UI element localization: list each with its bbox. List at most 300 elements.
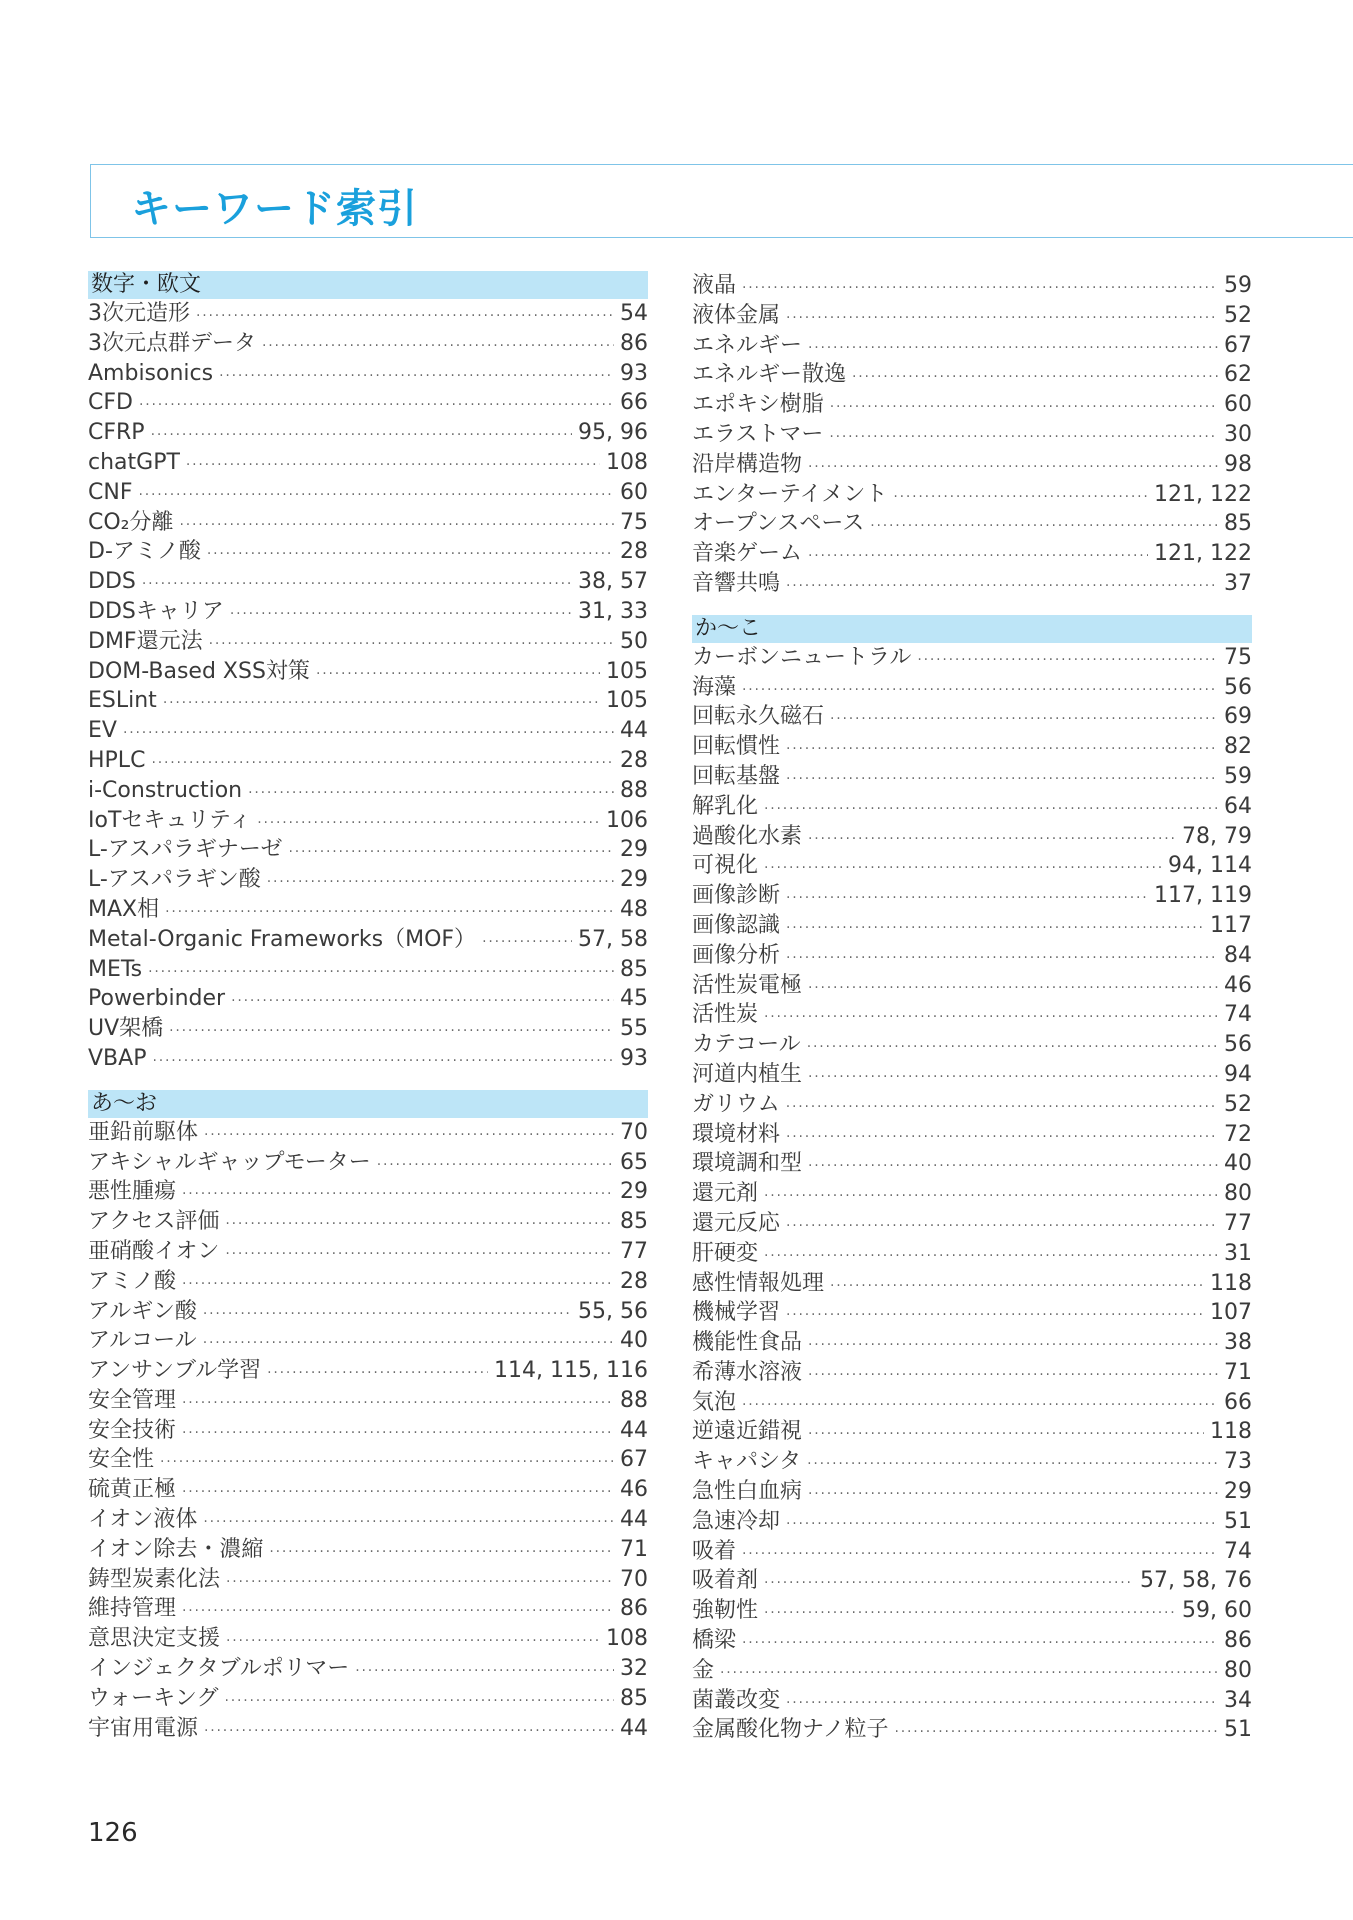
index-term: アミノ酸	[88, 1268, 177, 1294]
dot-leader	[226, 1568, 614, 1598]
index-term: ガリウム	[692, 1091, 780, 1117]
dot-leader	[248, 779, 614, 809]
index-entry	[692, 1447, 1252, 1477]
index-pages: 74	[1224, 1538, 1252, 1564]
dot-leader	[830, 393, 1218, 423]
index-entry	[692, 1239, 1252, 1269]
index-term: chatGPT	[88, 449, 180, 475]
index-entry	[692, 1537, 1252, 1567]
index-entry	[88, 627, 648, 657]
index-pages: 52	[1224, 1091, 1252, 1117]
dot-leader	[377, 1151, 614, 1181]
index-entry	[88, 1044, 648, 1074]
dot-leader	[808, 974, 1218, 1004]
index-term: アルギン酸	[88, 1298, 197, 1324]
index-term: 逆遠近錯視	[692, 1419, 803, 1445]
dot-leader	[225, 1210, 614, 1240]
dot-leader	[808, 1331, 1218, 1361]
index-term: 気泡	[692, 1389, 737, 1415]
dot-leader	[262, 332, 614, 362]
dot-leader	[764, 1182, 1218, 1212]
index-pages: 66	[1224, 1389, 1252, 1415]
index-term: オープンスペース	[692, 511, 865, 537]
index-term: 液晶	[692, 273, 737, 298]
index-pages: 50	[620, 628, 648, 654]
index-entry	[88, 1207, 648, 1237]
index-pages: 56	[1224, 674, 1252, 700]
dot-leader	[138, 481, 614, 511]
index-term: VBAP	[88, 1045, 147, 1071]
index-term: 吸着	[692, 1538, 737, 1564]
index-entry	[692, 1000, 1252, 1030]
dot-leader	[894, 1718, 1218, 1748]
dot-leader	[123, 719, 614, 749]
dot-leader	[808, 1480, 1218, 1510]
index-entry	[88, 806, 648, 836]
dot-leader	[808, 1361, 1218, 1391]
index-entry	[88, 388, 648, 418]
dot-leader	[231, 987, 614, 1017]
index-pages: 38	[1224, 1330, 1252, 1356]
index-pages: 56	[1224, 1032, 1252, 1058]
index-entry	[88, 359, 648, 389]
dot-leader	[830, 705, 1218, 735]
index-term: DOM-Based XSS対策	[88, 658, 310, 684]
index-entry	[692, 569, 1252, 599]
index-entry	[692, 1388, 1252, 1418]
index-pages: 105	[606, 658, 648, 684]
index-term: 可視化	[692, 853, 759, 879]
index-pages: 98	[1224, 451, 1252, 477]
index-entry	[88, 1297, 648, 1327]
index-entry	[88, 1684, 648, 1714]
index-entry	[88, 1624, 648, 1654]
index-pages: 85	[620, 1685, 648, 1711]
index-entry	[88, 1118, 648, 1148]
dot-leader	[209, 630, 614, 660]
dot-leader	[142, 570, 572, 600]
index-pages: 75	[1224, 644, 1252, 670]
page-number: 126	[88, 1818, 138, 1848]
dot-leader	[808, 334, 1218, 364]
index-entry	[88, 299, 648, 329]
index-pages: 121, 122	[1154, 541, 1252, 567]
index-entry	[88, 418, 648, 448]
index-term: Metal-Organic Frameworks（MOF）	[88, 926, 477, 952]
index-entry	[88, 329, 648, 359]
index-term: 亜硝酸イオン	[88, 1238, 220, 1264]
dot-leader	[786, 884, 1148, 914]
index-entry	[88, 1565, 648, 1595]
dot-leader	[786, 735, 1218, 765]
index-entry	[692, 1060, 1252, 1090]
index-entry	[692, 673, 1252, 703]
index-entry	[692, 792, 1252, 822]
index-entry	[88, 567, 648, 597]
index-pages: 75	[620, 509, 648, 535]
index-term: 安全技術	[88, 1417, 177, 1443]
dot-leader	[151, 749, 614, 779]
index-pages: 74	[1224, 1002, 1252, 1028]
dot-leader	[720, 1659, 1218, 1689]
dot-leader	[355, 1657, 614, 1687]
index-term: 回転慣性	[692, 734, 781, 760]
index-term: 金属酸化物ナノ粒子	[692, 1717, 889, 1743]
index-term: DMF還元法	[88, 628, 203, 654]
dot-leader	[482, 928, 572, 958]
index-pages: 69	[1224, 704, 1252, 730]
dot-leader	[870, 512, 1218, 542]
index-pages: 45	[620, 986, 648, 1012]
index-term: 環境調和型	[692, 1151, 803, 1177]
index-term: 吸着剤	[692, 1568, 759, 1594]
index-entry	[692, 1120, 1252, 1150]
index-entry	[692, 450, 1252, 480]
index-pages: 40	[620, 1328, 648, 1354]
index-pages: 29	[620, 867, 648, 893]
index-term: L-アスパラギナーゼ	[88, 837, 283, 863]
dot-leader	[830, 1272, 1204, 1302]
index-term: 宇宙用電源	[88, 1715, 199, 1741]
index-pages: 117	[1210, 912, 1252, 938]
index-pages: 95, 96	[578, 420, 648, 446]
index-entry	[88, 1237, 648, 1267]
dot-leader	[808, 1152, 1218, 1182]
dot-leader	[742, 274, 1218, 304]
index-entry	[692, 851, 1252, 881]
index-entry	[88, 1535, 648, 1565]
dot-leader	[917, 646, 1218, 676]
dot-leader	[224, 1687, 614, 1717]
index-entry	[88, 1356, 648, 1386]
index-pages: 114, 115, 116	[494, 1358, 648, 1384]
index-pages: 77	[1224, 1210, 1252, 1236]
index-entry	[692, 331, 1252, 361]
index-term: EV	[88, 718, 117, 744]
index-entry	[692, 941, 1252, 971]
dot-leader	[808, 542, 1148, 572]
index-term: DDS	[88, 569, 136, 595]
dot-leader	[764, 795, 1218, 825]
dot-leader	[786, 1123, 1218, 1153]
dot-leader	[182, 1419, 614, 1449]
index-pages: 44	[620, 1507, 648, 1533]
index-entry	[88, 1505, 648, 1535]
index-term: エラストマー	[692, 421, 824, 447]
index-pages: 46	[1224, 972, 1252, 998]
dot-leader	[196, 302, 614, 332]
index-entry	[88, 1475, 648, 1505]
index-entry	[692, 702, 1252, 732]
index-entry	[692, 971, 1252, 1001]
index-pages: 66	[620, 390, 648, 416]
index-entry	[692, 643, 1252, 673]
dot-leader	[204, 1717, 614, 1747]
index-term: 環境材料	[692, 1121, 781, 1147]
dot-leader	[786, 765, 1218, 795]
index-entry	[692, 1328, 1252, 1358]
index-term: 安全性	[88, 1447, 155, 1473]
index-pages: 108	[606, 1626, 648, 1652]
index-pages: 72	[1224, 1121, 1252, 1147]
dot-leader	[786, 944, 1218, 974]
index-term: DDSキャリア	[88, 598, 224, 624]
index-entry	[88, 1326, 648, 1356]
index-term: HPLC	[88, 747, 146, 773]
dot-leader	[182, 1180, 614, 1210]
index-pages: 105	[606, 688, 648, 714]
dot-leader	[226, 1627, 600, 1657]
index-term: カテコール	[692, 1032, 801, 1058]
index-pages: 59, 60	[1182, 1598, 1252, 1624]
index-term: 3次元点群データ	[88, 330, 256, 356]
index-term: 鋳型炭素化法	[88, 1566, 221, 1592]
index-entry	[88, 716, 648, 746]
index-pages: 94, 114	[1168, 853, 1252, 879]
dot-leader	[207, 540, 614, 570]
dot-leader	[152, 1047, 614, 1077]
index-entry	[88, 1714, 648, 1744]
index-term: キャパシタ	[692, 1449, 802, 1475]
index-entry	[692, 1090, 1252, 1120]
index-term: エネルギー	[692, 332, 803, 358]
index-pages: 51	[1224, 1508, 1252, 1534]
index-term: 音響共鳴	[692, 570, 781, 596]
dot-leader	[764, 854, 1162, 884]
section-header: あ〜お	[88, 1090, 648, 1118]
index-term: 橋梁	[692, 1628, 737, 1654]
index-entry	[692, 1566, 1252, 1596]
index-term: 回転永久磁石	[692, 704, 825, 730]
index-pages: 121, 122	[1154, 481, 1252, 507]
index-term: イオン除去・濃縮	[88, 1536, 264, 1562]
dot-leader	[786, 1093, 1218, 1123]
dot-leader	[852, 363, 1218, 393]
index-pages: 78, 79	[1182, 823, 1252, 849]
dot-leader	[807, 1033, 1218, 1063]
index-pages: 94	[1224, 1061, 1252, 1087]
index-term: 急性白血病	[692, 1479, 803, 1505]
index-term: 強靭性	[692, 1598, 759, 1624]
index-term: アルコール	[88, 1328, 197, 1354]
index-term: 解乳化	[692, 793, 759, 819]
index-entry	[88, 686, 648, 716]
index-entry	[692, 1626, 1252, 1656]
index-entry	[692, 1477, 1252, 1507]
index-entry	[88, 1416, 648, 1446]
index-term: 活性炭	[692, 1002, 759, 1028]
index-pages: 37	[1224, 570, 1252, 596]
dot-leader	[808, 825, 1176, 855]
index-pages: 118	[1210, 1419, 1252, 1445]
dot-leader	[808, 453, 1218, 483]
dot-leader	[267, 868, 614, 898]
index-term: インジェクタブルポリマー	[88, 1656, 350, 1682]
index-pages: 118	[1210, 1270, 1252, 1296]
index-entry	[88, 597, 648, 627]
index-term: Powerbinder	[88, 986, 226, 1012]
index-entry	[88, 657, 648, 687]
index-term: 河道内植生	[692, 1061, 803, 1087]
index-pages: 38, 57	[578, 569, 648, 595]
index-pages: 51	[1224, 1717, 1252, 1743]
index-entry	[692, 390, 1252, 420]
index-pages: 29	[620, 1179, 648, 1205]
index-pages: 44	[620, 1417, 648, 1443]
index-term: 金	[692, 1657, 715, 1683]
index-term: 液体金属	[692, 302, 781, 328]
index-pages: 67	[620, 1447, 648, 1473]
index-pages: 34	[1224, 1687, 1252, 1713]
index-entry	[88, 746, 648, 776]
index-entry	[692, 1715, 1252, 1745]
index-pages: 73	[1224, 1449, 1252, 1475]
dot-leader	[786, 914, 1204, 944]
dot-leader	[267, 1359, 488, 1389]
index-term: CNF	[88, 479, 133, 505]
index-entry	[692, 1358, 1252, 1388]
index-entry	[692, 301, 1252, 331]
index-term: Ambisonics	[88, 360, 214, 386]
index-pages: 59	[1224, 763, 1252, 789]
index-term: 機能性食品	[692, 1330, 803, 1356]
index-pages: 54	[620, 301, 648, 326]
index-pages: 55	[620, 1016, 648, 1042]
index-pages: 86	[620, 1596, 648, 1622]
index-term: アキシャルギャップモーター	[88, 1149, 371, 1175]
index-entry	[88, 895, 648, 925]
index-pages: 65	[620, 1149, 648, 1175]
index-term: カーボンニュートラル	[692, 644, 912, 670]
index-pages: 44	[620, 1715, 648, 1741]
index-entry	[692, 1298, 1252, 1328]
dot-leader	[807, 1450, 1218, 1480]
index-pages: 32	[620, 1656, 648, 1682]
index-pages: 70	[620, 1119, 648, 1145]
dot-leader	[742, 1391, 1218, 1421]
index-entry	[692, 1149, 1252, 1179]
dot-leader	[182, 1270, 614, 1300]
index-term: 画像認識	[692, 912, 781, 938]
dot-leader	[289, 838, 615, 868]
index-pages: 70	[620, 1566, 648, 1592]
index-term: 維持管理	[88, 1596, 177, 1622]
index-term: 画像診断	[692, 883, 781, 909]
index-pages: 55, 56	[578, 1298, 648, 1324]
index-term: MAX相	[88, 896, 160, 922]
index-pages: 71	[620, 1536, 648, 1562]
index-pages: 29	[1224, 1479, 1252, 1505]
index-term: 悪性腫瘍	[88, 1179, 177, 1205]
index-entry	[692, 539, 1252, 569]
index-term: METs	[88, 956, 143, 982]
index-term: 画像分析	[692, 942, 781, 968]
index-pages: 117, 119	[1154, 883, 1252, 909]
index-entry	[88, 1594, 648, 1624]
index-entry	[88, 925, 648, 955]
dot-leader	[316, 660, 600, 690]
dot-leader	[160, 1448, 614, 1478]
index-entry	[692, 1596, 1252, 1626]
index-entry	[692, 762, 1252, 792]
dot-leader	[182, 1389, 614, 1419]
section-header: 数字・欧文	[88, 271, 648, 299]
section-header: か〜こ	[692, 615, 1252, 643]
index-term: 海藻	[692, 674, 737, 700]
index-entry	[692, 732, 1252, 762]
index-pages: 84	[1224, 942, 1252, 968]
index-pages: 88	[620, 1387, 648, 1413]
index-entry	[692, 881, 1252, 911]
index-entry	[88, 1267, 648, 1297]
index-pages: 60	[1224, 392, 1252, 418]
dot-leader	[786, 304, 1218, 334]
index-pages: 64	[1224, 793, 1252, 819]
index-entry	[88, 776, 648, 806]
index-term: 還元反応	[692, 1210, 781, 1236]
index-column-left	[88, 271, 648, 1743]
index-entry	[88, 1654, 648, 1684]
dot-leader	[829, 423, 1218, 453]
index-pages: 93	[620, 360, 648, 386]
index-pages: 40	[1224, 1151, 1252, 1177]
index-pages: 82	[1224, 734, 1252, 760]
index-term: 急速冷却	[692, 1508, 781, 1534]
dot-leader	[139, 391, 614, 421]
index-pages: 106	[606, 807, 648, 833]
dot-leader	[808, 1063, 1218, 1093]
index-entry	[692, 480, 1252, 510]
index-term: CO₂分離	[88, 509, 174, 535]
dot-leader	[203, 1508, 614, 1538]
index-term: 亜鉛前駆体	[88, 1119, 199, 1145]
dot-leader	[786, 1212, 1218, 1242]
index-term: CFD	[88, 390, 133, 416]
index-pages: 44	[620, 718, 648, 744]
index-term: 回転基盤	[692, 763, 781, 789]
index-term: エンターテイメント	[692, 481, 888, 507]
dot-leader	[808, 1420, 1204, 1450]
index-pages: 31	[1224, 1240, 1252, 1266]
index-entry	[88, 478, 648, 508]
dot-leader	[203, 1329, 614, 1359]
index-entry	[88, 537, 648, 567]
index-entry	[692, 1179, 1252, 1209]
index-pages: 28	[620, 1268, 648, 1294]
index-pages: 93	[620, 1045, 648, 1071]
index-term: 機械学習	[692, 1300, 781, 1326]
index-entry	[88, 1445, 648, 1475]
index-term: ウォーキング	[88, 1685, 219, 1711]
index-term: 肝硬変	[692, 1240, 759, 1266]
index-term: 意思決定支援	[88, 1626, 221, 1652]
index-term: 過酸化水素	[692, 823, 803, 849]
index-term: 菌叢改変	[692, 1687, 781, 1713]
index-term: 音楽ゲーム	[692, 541, 803, 567]
index-term: イオン液体	[88, 1507, 198, 1533]
dot-leader	[742, 1540, 1218, 1570]
index-pages: 29	[620, 837, 648, 863]
index-term: IoTセキュリティ	[88, 807, 252, 833]
index-pages: 28	[620, 539, 648, 565]
index-pages: 80	[1224, 1657, 1252, 1683]
index-entry	[692, 911, 1252, 941]
dot-leader	[230, 600, 572, 630]
index-entry	[692, 1656, 1252, 1686]
dot-leader	[786, 1689, 1218, 1719]
index-entry	[692, 360, 1252, 390]
index-term: エネルギー散逸	[692, 362, 847, 388]
